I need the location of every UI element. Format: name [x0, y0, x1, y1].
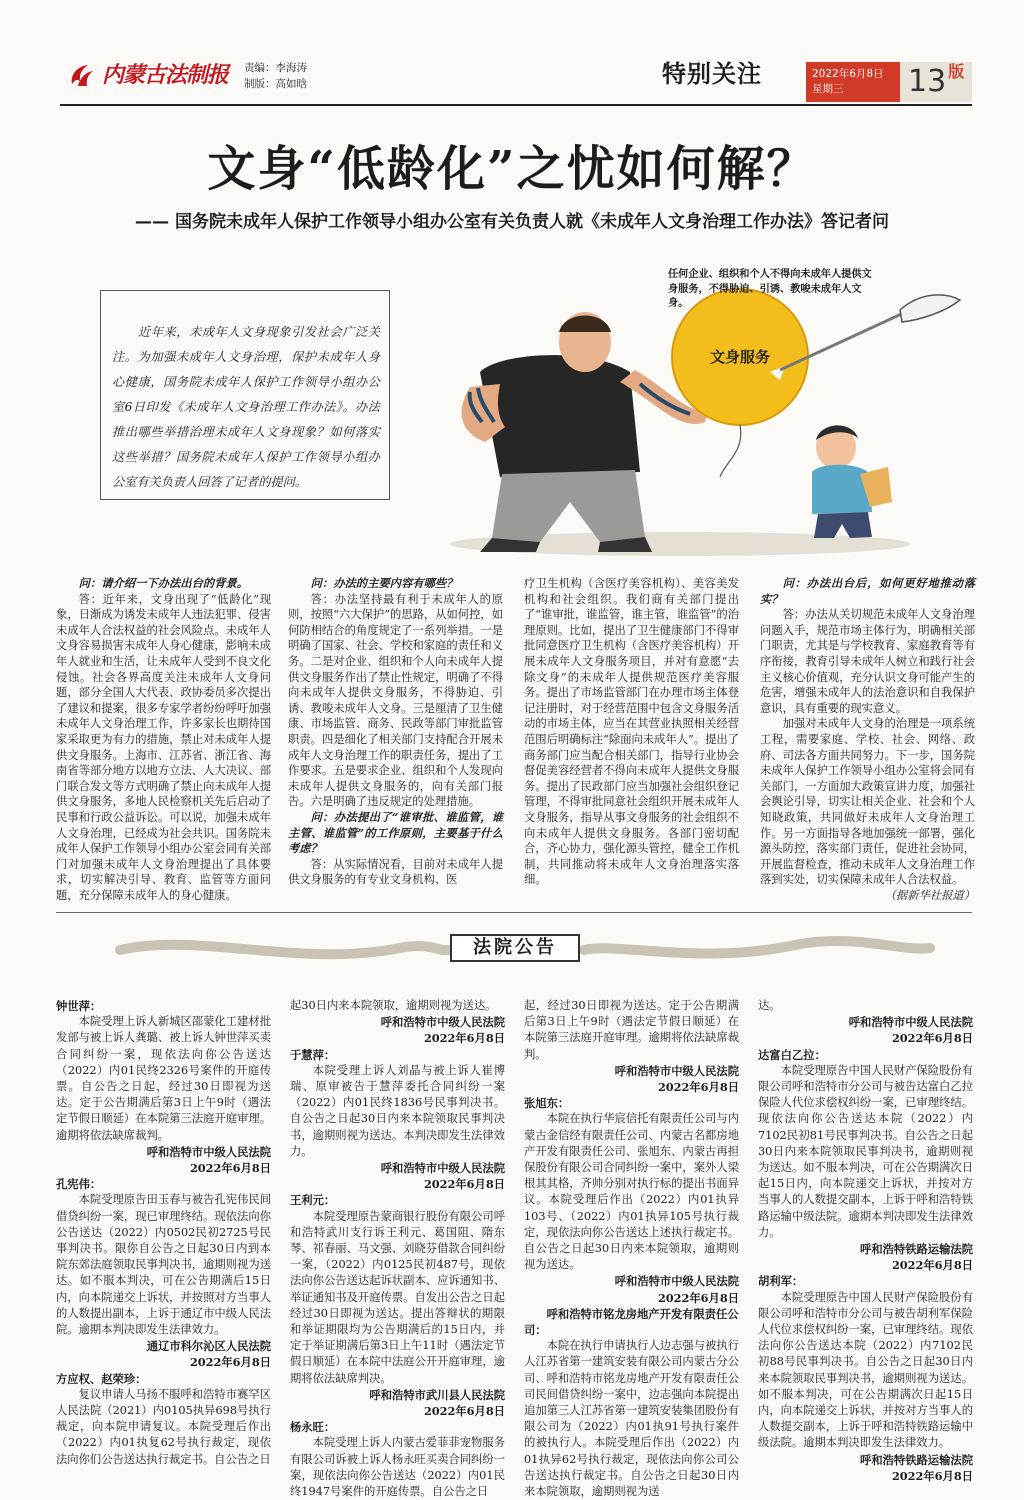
issuing-court: 呼和浩特市武川县人民法院 — [369, 1387, 505, 1402]
editor-credits — [244, 60, 307, 92]
source-credit: （据新华社报道） — [884, 888, 975, 902]
notice-recipient: 方应权、赵荣珍： — [56, 1371, 147, 1386]
answer: 答：近年来，文身出现了“低龄化”现象，日渐成为诱发未成年人违法犯罪、侵害未成年人合法权益的社会风险点。未成年人文身容易损害未成年人身心健康，影响未成年人就业和生活，让未成年人受到不良文化侵蚀。社会各界高度关注未成年人文身问题，部分全国人大代表、政协委员多次提出了建议和提案，很多专家学者纷纷呼吁加强未成年人文身治理工作，许多家长也期待国家采取更为有力的措施，禁止对未成年人提供文身服务。上海市、江苏省、浙江省、海南省等部分地方以地方立法、人大决议、部门联合发文等方式明确了禁止向未成年人提供文身服务，多地人民检察机关先后启动了民事和行政公益诉讼。可以说，加强未成年人文身治理，已经成为社会共识。国务院未成年人保护工作领导小组办公室会同有关部门对加强未成年人文身治理提出了具体要求，切实解决引导、教育、监管等方面问题，充分保障未成年人的身心健康。 — [56, 592, 271, 902]
answer-continued: 疗卫生机构（含医疗美容机构）、美容美发机构和社会组织。我们商有关部门提出了“谁审批，谁监管，谁主管，谁监管”的治理原则。比如，提出了卫生健康部门不得审批同意医疗卫生机构（含医疗美容机构）开展未成年人文身服务项目，并对有意愿“去除文身”的未成年人提供规范医疗美容服务。提出了市场监管部门在办理市场主体登记注册时，对于经营范围中包含文身服务活动的市场主体，应当在其营业执照相关经营范围后明确标注“除面向未成年人”。提出了商务部门应当配合相关部门，指导行业协会督促美容经营者不得向未成年人提供文身服务。提出了民政部门应当加强社会组织登记管理，不得审批同意社会组织开展未成年人文身服务，指导从事文身服务的社会组织不向未成年人提供文身服务。各部门密切配合，齐心协力，强化源头管控，健全工作机制，共同推动将未成年人文身治理落实落细。 — [524, 577, 739, 887]
issuing-court: 呼和浩特铁路运输法院 — [860, 1242, 973, 1257]
question: 问：请介绍一下办法出台的背景。 — [78, 576, 249, 590]
editor-label: 责编：李海涛 — [244, 62, 307, 74]
notice-recipient: 孔宪伟： — [56, 1177, 102, 1192]
notice-date: 2022年6月8日 — [189, 1355, 271, 1370]
notice-body: 本院受理原告中国人民财产保险股份有限公司呼和浩特市分公司与被告达富白乙拉保险人代位求偿权纠纷一案，已审理终结。现依法向你公告送达本院（2022）内7102民初81号民事判决书。自公告之日起30日内来本院领取民事判决书，逾期则视为送达。如不服本判决，可在公告期满次日起15日内，向本院递交上诉状，并按对方当事人的人数提交副本，上诉于呼和浩特铁路运输中级法院。逾期本判决即发生法律效力。 — [758, 1063, 973, 1239]
notice-recipient: 钟世萍： — [56, 999, 102, 1013]
logo-emblem-icon — [66, 60, 96, 90]
child-figure — [812, 425, 892, 538]
notice-body: 本院受理上诉人内蒙古爱菲菲宠物服务有限公司诉被上诉人杨永旺买卖合同纠纷一案，现依法向你公告送达（2022）内01民终1947号案件的开庭传票。自公告之日 — [290, 1436, 505, 1499]
notice-date: 2022年6月8日 — [891, 1031, 973, 1046]
subheadline: —— 国务院未成年人保护工作领导小组办公室有关负责人就《未成年人文身治理工作办法》答记者问 — [135, 212, 889, 232]
answer: 答：从实际情况看，目前对未成年人提供文身服务的有专业文身机构、医 — [288, 857, 503, 887]
notice-body: 本院受理原告蒙商银行股份有限公司呼和浩特武川支行诉王利元、葛国阻、隋东琴、祁春丽、马文强、刘晓芬借款合同纠纷一案，（2022）内0125民初487号，现依法向你公告送达起诉状副本、应诉通知书、举证通知书及开庭传票。自发出公告之日起经过30日即视为送达。提出答辩状的期限和举证期限均为公告期满后的15日内，并定于举证期满后第3日上午11时（遇法定节假日顺延）在本院中法庭公开开庭审理，逾期将依法缺席判决。 — [290, 1209, 505, 1385]
notice-body: 本院在执行申请执行人边志强与被执行人江苏省第一建筑安装有限公司内蒙古分公司、呼和浩特市铭龙房地产开发有限责任公司民间借贷纠纷一案中，边志强向本院提出追加第三人江苏省第一建筑安装集团股份有限公司为（2022）内01执91号执行案件的被执行人。本院受理后作出（2022）内01执异62号执行裁定，现依法向你公司公告送达执行裁定书。自公告之日起30日内来本院领取，逾期则视为送 — [524, 1339, 739, 1499]
page-number: 13 — [908, 63, 947, 99]
notice-date: 2022年6月8日 — [423, 1404, 505, 1419]
issuing-court: 通辽市科尔沁区人民法院 — [146, 1339, 271, 1354]
question: 问：办法的主要内容有哪些？ — [310, 576, 458, 590]
intro-text: 近年来，未成年人文身现象引发社会广泛关注。为加强未成年人文身治理，保护未成年人身心健康，国务院未成年人保护工作领导小组办公室6日印发《未成年人文身治理工作办法》。办法推出哪些举措治理未成年人文身现象？如何落实这些举措？国务院未成年人保护工作领导小组办公室有关负责人回答了记者的提问。 — [112, 325, 380, 489]
producer-label: 制版：高如晗 — [244, 78, 307, 90]
answer: 答：办法从关切规范未成年人文身治理问题入手，规范市场主体行为，明确相关部门职责，尤其是与学校教育、家庭教育等有序衔接，教育引导未成年人树立和践行社会主义核心价值观，充分认识文身可能产生的危害，增强未成年人的法治意识和自我保护意识，具有重要的现实意义。 — [760, 608, 975, 715]
newspaper-logo — [66, 58, 238, 92]
notice-date: 2022年6月8日 — [891, 1468, 973, 1483]
notice-date: 2022年6月8日 — [891, 1258, 973, 1273]
issuing-court: 呼和浩特市中级人民法院 — [848, 1015, 973, 1030]
notice-recipient: 达富白乙拉： — [758, 1047, 826, 1062]
notice-body: 本院受理原告田玉春与被告孔宪伟民间借贷纠纷一案，现已审理终结。现依法向你公告送达（2022）内0502民初2725号民事判决书。限你自公告之日起30日内到本院东郊法庭领取民事判决书，逾期则视为送达。如不服本判决，可在公告期满后15日内，向本院递交上诉状，并按照对方当事人的人数提出副本，上诉于通辽市中级人民法院。逾期本判决即发生法律效力。 — [56, 1193, 271, 1337]
notice-date: 2022年6月8日 — [657, 1080, 739, 1095]
issuing-court: 呼和浩特市中级人民法院 — [614, 1063, 739, 1078]
answer: 答：办法坚持最有利于未成年人的原则，按照“六大保护”的思路，从如何控，如何防相结合的角度规定了一系列举措。一是明确了国家、社会、学校和家庭的责任和义务。二是对企业、组织和个人向未成年人提供文身服务作出了禁止性规定，明确了不得向未成年人提供文身服务，不得胁迫、引诱、教唆未成年人文身。三是厘清了卫生健康、市场监管、商务、民政等部门审批监管职责。四是细化了相关部门支持配合开展未成年人文身治理工作的职责任务，提出了工作要求。五是要求企业、组织和个人发现向未成年人提供文身服务的，向有关部门报告。六是明确了违反规定的处理措施。 — [288, 592, 503, 809]
page-number-box — [900, 62, 972, 102]
notice-column-2 — [290, 998, 505, 1500]
notice-recipient: 张旭东： — [524, 1096, 570, 1111]
header-rule — [60, 104, 972, 106]
notice-column-1 — [56, 998, 271, 1468]
question: 问：办法出台后，如何更好地推动落实？ — [760, 576, 975, 606]
issuing-court: 呼和浩特市中级人民法院 — [146, 1144, 271, 1159]
notice-body-continued: 达。 — [758, 999, 781, 1012]
notice-body-continued: 起30日内来本院领取，逾期则视为送达。 — [290, 999, 497, 1012]
notice-body: 本院在执行华宸信托有限责任公司与内蒙古金信经有限责任公司、内蒙古名都房地产开发有限责任公司、张旭东、内蒙古再担保股份有限公司合同纠纷一案中，案外人梁根其其格，齐帅分别对执行标的提出书面异议。本院受理后作出（2022）内01执异103号、（2022）内01执异105号执行裁定，现依法向你公告送达上述执行裁定书。自公告之日起30日内来本院领取，逾期则视为送达。 — [524, 1112, 739, 1272]
notice-column-3 — [524, 998, 739, 1500]
notice-recipient: 王利元： — [290, 1193, 336, 1208]
notice-body: 本院受理原告中国人民财产保险股份有限公司呼和浩特市分公司与被告胡利军保险人代位求偿权纠纷一案，已审理终结。现依法向你公告送达本院（2022）内7102民初88号民事判决书。自公告之日起30日内来本院领取民事判决书，逾期则视为送达。如不服本判决，可在公告期满次日起15日内，向本院递交上诉状，并按对方当事人的人数提交副本，上诉于呼和浩特铁路运输中级法院。逾期本判决即发生法律效力。 — [758, 1290, 973, 1450]
section-title: 特别关注 — [662, 60, 762, 88]
masthead — [0, 0, 1024, 110]
issue-weekday: 星期三 — [812, 83, 844, 95]
date-box — [806, 62, 900, 102]
article-column-1 — [56, 576, 271, 903]
article-column-4 — [760, 576, 975, 903]
issue-date: 2022年6月8日 — [812, 68, 884, 80]
notice-date: 2022年6月8日 — [189, 1161, 271, 1176]
court-notice-title: 法院公告 — [450, 934, 580, 962]
question: 问：办法提出了“谁审批、谁监管，谁主管、谁监管”的工作原则，主要基于什么考虑？ — [288, 809, 503, 856]
notice-date: 2022年6月8日 — [423, 1031, 505, 1046]
notice-recipient: 杨永旺： — [290, 1420, 336, 1435]
issuing-court: 呼和浩特市中级人民法院 — [614, 1274, 739, 1289]
article-column-2 — [288, 576, 503, 888]
notice-recipient: 于慧萍： — [290, 1047, 336, 1062]
issuing-court: 呼和浩特铁路运输法院 — [860, 1452, 973, 1467]
issuing-court: 呼和浩特市中级人民法院 — [380, 1161, 505, 1176]
notice-recipient: 胡利军： — [758, 1274, 804, 1289]
tattooed-man-figure — [462, 312, 708, 552]
notice-date: 2022年6月8日 — [423, 1177, 505, 1192]
notice-body: 本院受理上诉人新城区邵蒙化工建材批发部与被上诉人龚璐、被上诉人钟世萍买卖合同纠纷一案，现依法向你公告送达（2022）内01民终2326号案件的开庭传票。自公告之日起，经过30日即视为送达。定于公告期满后第3日上午9时（遇法定节假日顺延）在本院第三法庭开庭审理。逾期将依法缺席裁判。 — [56, 1015, 271, 1142]
balloon — [672, 289, 808, 477]
page-unit: 版 — [948, 62, 965, 81]
answer: 加强对未成年人文身的治理是一项系统工程，需要家庭、学校、社会、网络、政府、司法各方面共同努力。下一步，国务院未成年人保护工作领导小组办公室将会同有关部门，一方面加大政策宣讲力度，加强社会舆论引导，切实让相关企业、社会和个人知晓政策，共同做好未成年人文身治理工作。另一方面指导各地加强统一部署，强化源头防控，落实部门责任，促进社会协同，开展监督检查，推动未成年人文身治理工作落到实处，切实保障未成年人合法权益。 — [760, 717, 975, 887]
notice-recipient: 呼和浩特市铭龙房地产开发有限责任公司： — [524, 1306, 739, 1338]
notice-column-4 — [758, 998, 973, 1484]
notice-body: 本院受理上诉人刘晶与被上诉人崔博瑞、原审被告于慧萍委托合同纠纷一案（2022）内01民终1836号民事判决书。自公告之日起30日内来本院领取民事判决书，逾期则视为送达。本判决即发生法律效力。 — [290, 1063, 505, 1158]
notice-body-continued: 起，经过30日即视为送达。定于公告期满后第3日上午9时（遇法定节假日顺延）在本院第三法庭开庭审理。逾期将依法缺席裁判。 — [524, 999, 739, 1061]
logo-text: 内蒙古法制报 — [102, 61, 229, 88]
issuing-court: 呼和浩特市中级人民法院 — [380, 1015, 505, 1030]
section-divider — [56, 912, 972, 913]
headline: 文身“低龄化”之忧如何解？ — [207, 141, 817, 197]
article-column-3 — [524, 576, 739, 888]
illustration-quote: 任何企业、组织和个人不得向未成年人提供文身服务，不得胁迫、引诱、教唆未成年人文身。 — [668, 269, 872, 309]
notice-date: 2022年6月8日 — [657, 1290, 739, 1305]
notice-body: 复议申请人马扬不服呼和浩特市赛罕区人民法院（2021）内0105执异698号执行裁定，向本院申请复议。本院受理后作出（2022）内01执复62号执行裁定，现依法向你们公告送达执行裁定书。自公告之日 — [56, 1387, 271, 1466]
balloon-label: 文身服务 — [709, 348, 771, 366]
